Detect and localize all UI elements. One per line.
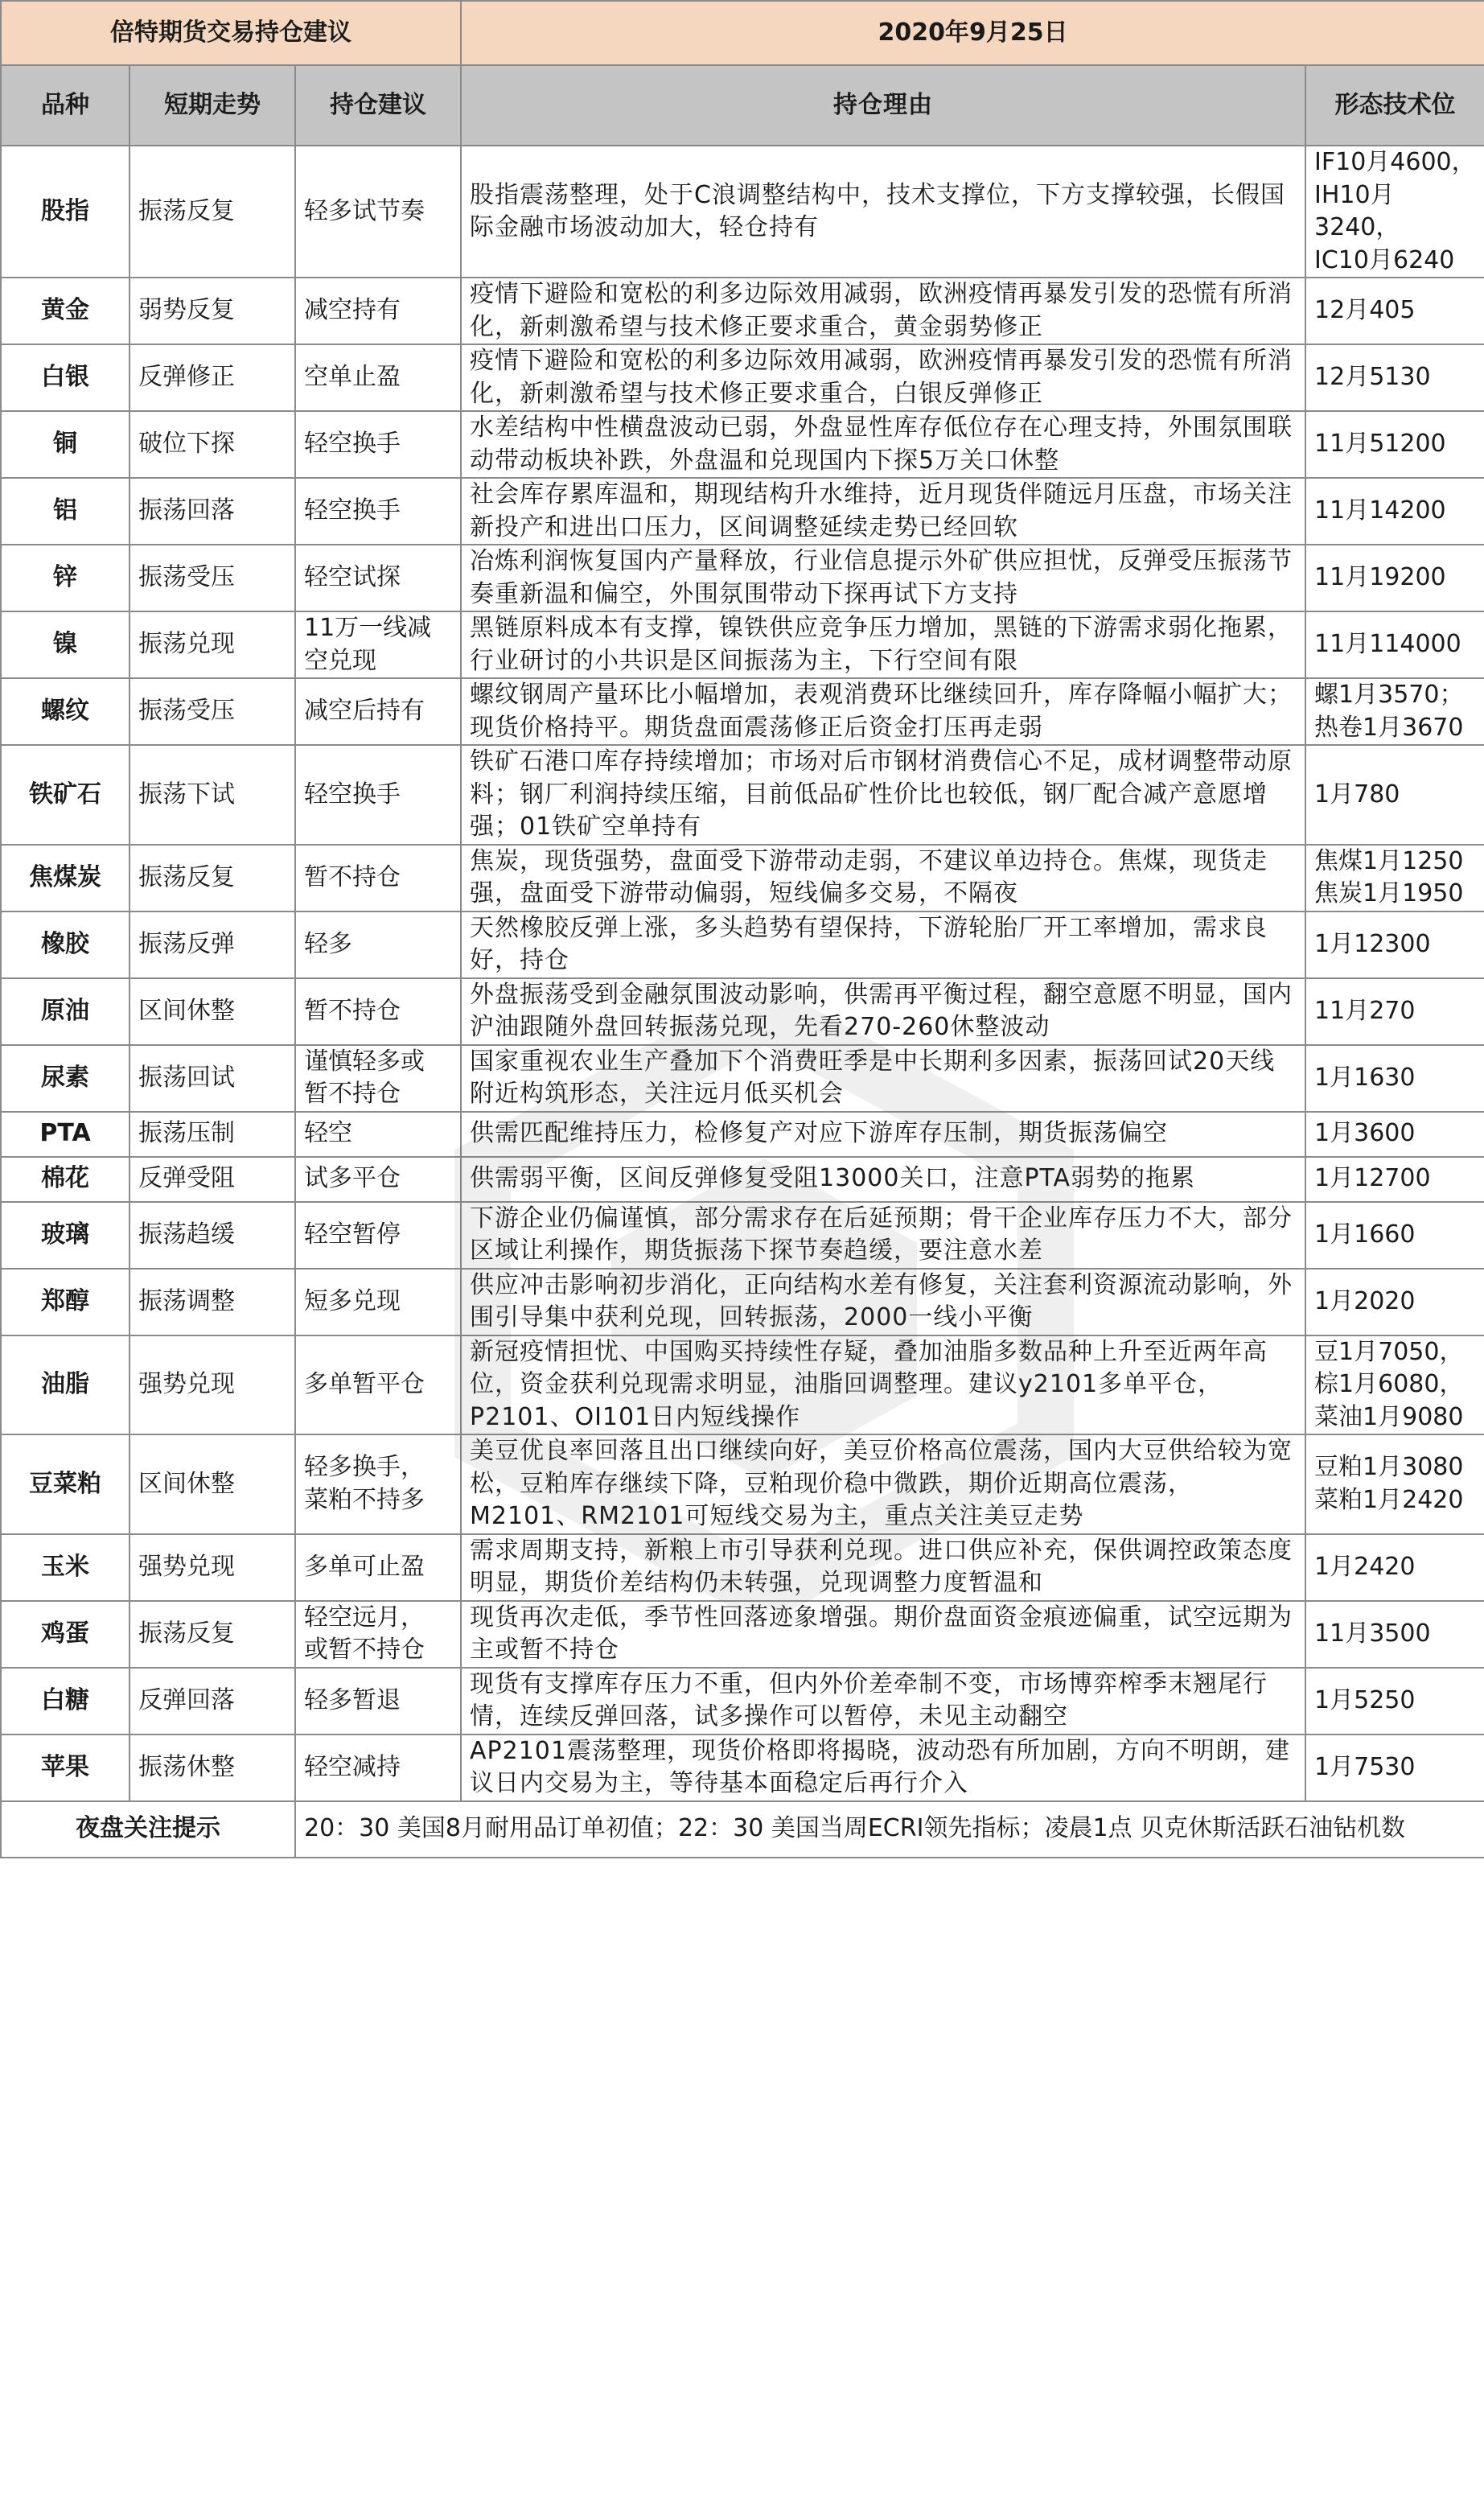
reason-cell: 冶炼利润恢复国内产量释放，行业信息提示外矿供应担忧，反弹受压振荡节奏重新温和偏空，外围氛围带动下探再试下方支持 — [461, 545, 1305, 611]
tech-cell: 1月780 — [1305, 745, 1484, 845]
tech-cell: 豆粕1月3080 菜粕1月2420 — [1305, 1434, 1484, 1534]
reason-cell: 铁矿石港口库存持续增加；市场对后市钢材消费信心不足，成材调整带动原料；钢厂利润持续压缩，目前低品矿性价比也较低，钢厂配合减产意愿增强；01铁矿空单持有 — [461, 745, 1305, 845]
product-cell: 焦煤炭 — [1, 845, 129, 912]
product-cell: 铝 — [1, 478, 129, 545]
table-row — [1, 1735, 1484, 1801]
advice-cell: 轻空暂停 — [295, 1202, 461, 1269]
trend-cell: 振荡压制 — [129, 1112, 295, 1157]
reason-cell: 供需弱平衡，区间反弹修复受阻13000关口，注意PTA弱势的拖累 — [461, 1157, 1305, 1202]
product-cell: 橡胶 — [1, 912, 129, 978]
trend-cell: 区间休整 — [129, 978, 295, 1045]
table-row — [1, 1157, 1484, 1202]
product-cell: 豆菜粕 — [1, 1434, 129, 1534]
product-cell: 油脂 — [1, 1335, 129, 1435]
tech-cell: 1月1630 — [1305, 1045, 1484, 1112]
table-row — [1, 912, 1484, 978]
reason-cell: 水差结构中性横盘波动已弱，外盘显性库存低位存在心理支持，外围氛围联动带动板块补跌，外盘温和兑现国内下探5万关口休整 — [461, 411, 1305, 478]
report-date: 2020年9月25日 — [461, 1, 1484, 65]
trend-cell: 弱势反复 — [129, 278, 295, 344]
table-row — [1, 978, 1484, 1045]
tech-cell: 1月2020 — [1305, 1269, 1484, 1335]
tech-cell: 11月114000 — [1305, 611, 1484, 678]
table-row — [1, 678, 1484, 745]
product-cell: 铜 — [1, 411, 129, 478]
product-cell: 螺纹 — [1, 678, 129, 745]
reason-cell: 国家重视农业生产叠加下个消费旺季是中长期利多因素，振荡回试20天线附近构筑形态，关注远月低买机会 — [461, 1045, 1305, 1112]
table-row — [1, 478, 1484, 545]
table-row — [1, 1045, 1484, 1112]
product-cell: 郑醇 — [1, 1269, 129, 1335]
reason-cell: 黑链原料成本有支撑，镍铁供应竞争压力增加，黑链的下游需求弱化拖累，行业研讨的小共识是区间振荡为主，下行空间有限 — [461, 611, 1305, 678]
reason-cell: 美豆优良率回落且出口继续向好，美豆价格高位震荡，国内大豆供给较为宽松，豆粕库存继续下降，豆粕现价稳中微跌，期价近期高位震荡，M2101、RM2101可短线交易为主，重点关注美豆走势 — [461, 1434, 1305, 1534]
trend-cell: 振荡下试 — [129, 745, 295, 845]
advice-cell: 轻多 — [295, 912, 461, 978]
header-reason: 持仓理由 — [461, 65, 1305, 146]
trend-cell: 强势兑现 — [129, 1335, 295, 1435]
table-row — [1, 411, 1484, 478]
product-cell: 股指 — [1, 146, 129, 278]
reason-cell: 疫情下避险和宽松的利多边际效用减弱，欧洲疫情再暴发引发的恐慌有所消化，新刺激希望与技术修正要求重合，黄金弱势修正 — [461, 278, 1305, 344]
reason-cell: AP2101震荡整理，现货价格即将揭晓，波动恐有所加剧，方向不明朗，建议日内交易为主，等待基本面稳定后再行介入 — [461, 1735, 1305, 1801]
table-row — [1, 1601, 1484, 1668]
footer-text: 20：30 美国8月耐用品订单初值；22：30 美国当周ECRI领先指标；凌晨1点 贝克休斯活跃石油钻机数 — [295, 1801, 1484, 1858]
advice-cell: 轻多暂退 — [295, 1668, 461, 1735]
product-cell: 苹果 — [1, 1735, 129, 1801]
tech-cell: 11月14200 — [1305, 478, 1484, 545]
trend-cell: 区间休整 — [129, 1434, 295, 1534]
trend-cell: 振荡反复 — [129, 1601, 295, 1668]
advice-cell: 轻空换手 — [295, 411, 461, 478]
reason-cell: 供应冲击影响初步消化，正向结构水差有修复，关注套利资源流动影响，外围引导集中获利兑现，回转振荡，2000一线小平衡 — [461, 1269, 1305, 1335]
advice-cell: 11万一线减 空兑现 — [295, 611, 461, 678]
product-cell: PTA — [1, 1112, 129, 1157]
trend-cell: 振荡休整 — [129, 1735, 295, 1801]
trend-cell: 振荡受压 — [129, 678, 295, 745]
advice-cell: 暂不持仓 — [295, 978, 461, 1045]
tech-cell: 1月2420 — [1305, 1534, 1484, 1601]
tech-cell: 11月270 — [1305, 978, 1484, 1045]
reason-cell: 外盘振荡受到金融氛围波动影响，供需再平衡过程，翻空意愿不明显，国内沪油跟随外盘回转振荡兑现，先看270-260休整波动 — [461, 978, 1305, 1045]
table-row — [1, 146, 1484, 278]
reason-cell: 股指震荡整理，处于C浪调整结构中，技术支撑位，下方支撑较强，长假国际金融市场波动加大，轻仓持有 — [461, 146, 1305, 278]
sheet-title: 倍特期货交易持仓建议 — [1, 1, 461, 65]
table-row — [1, 545, 1484, 611]
tech-cell: 12月405 — [1305, 278, 1484, 344]
advice-cell: 轻空 — [295, 1112, 461, 1157]
reason-cell: 天然橡胶反弹上涨，多头趋势有望保持，下游轮胎厂开工率增加，需求良好，持仓 — [461, 912, 1305, 978]
table-row — [1, 1434, 1484, 1534]
footer-row — [1, 1801, 1484, 1858]
advice-cell: 减空后持有 — [295, 678, 461, 745]
product-cell: 棉花 — [1, 1157, 129, 1202]
product-cell: 白糖 — [1, 1668, 129, 1735]
tech-cell: 12月5130 — [1305, 344, 1484, 411]
reason-cell: 螺纹钢周产量环比小幅增加，表观消费环比继续回升，库存降幅小幅扩大；现货价格持平。期货盘面震荡修正后资金打压再走弱 — [461, 678, 1305, 745]
trend-cell: 振荡回落 — [129, 478, 295, 545]
tech-cell: 11月51200 — [1305, 411, 1484, 478]
trend-cell: 振荡反复 — [129, 146, 295, 278]
header-advice: 持仓建议 — [295, 65, 461, 146]
trend-cell: 破位下探 — [129, 411, 295, 478]
advice-cell: 试多平仓 — [295, 1157, 461, 1202]
trend-cell: 振荡反弹 — [129, 912, 295, 978]
product-cell: 玻璃 — [1, 1202, 129, 1269]
product-cell: 原油 — [1, 978, 129, 1045]
header-row — [1, 65, 1484, 146]
table-row — [1, 845, 1484, 912]
advice-cell: 暂不持仓 — [295, 845, 461, 912]
reason-cell: 供需匹配维持压力，检修复产对应下游库存压制，期货振荡偏空 — [461, 1112, 1305, 1157]
advice-cell: 轻空换手 — [295, 478, 461, 545]
product-cell: 黄金 — [1, 278, 129, 344]
tech-cell: 螺1月3570； 热卷1月3670 — [1305, 678, 1484, 745]
table-row — [1, 1269, 1484, 1335]
trend-cell: 振荡趋缓 — [129, 1202, 295, 1269]
product-cell: 尿素 — [1, 1045, 129, 1112]
tech-cell: 豆1月7050， 棕1月6080， 菜油1月9080 — [1305, 1335, 1484, 1435]
reason-cell: 疫情下避险和宽松的利多边际效用减弱，欧洲疫情再暴发引发的恐慌有所消化，新刺激希望与技术修正要求重合，白银反弹修正 — [461, 344, 1305, 411]
trend-cell: 反弹回落 — [129, 1668, 295, 1735]
table-row — [1, 745, 1484, 845]
reason-cell: 现货再次走低，季节性回落迹象增强。期价盘面资金痕迹偏重，试空远期为主或暂不持仓 — [461, 1601, 1305, 1668]
product-cell: 玉米 — [1, 1534, 129, 1601]
advice-cell: 空单止盈 — [295, 344, 461, 411]
product-cell: 鸡蛋 — [1, 1601, 129, 1668]
tech-cell: 1月7530 — [1305, 1735, 1484, 1801]
advice-cell: 轻空试探 — [295, 545, 461, 611]
table-row — [1, 344, 1484, 411]
table-row — [1, 1202, 1484, 1269]
trend-cell: 振荡调整 — [129, 1269, 295, 1335]
header-product: 品种 — [1, 65, 129, 146]
product-cell: 镍 — [1, 611, 129, 678]
tech-cell: 1月3600 — [1305, 1112, 1484, 1157]
reason-cell: 新冠疫情担忧、中国购买持续性存疑，叠加油脂多数品种上升至近两年高位，资金获利兑现需求明显，油脂回调整理。建议y2101多单平仓，P2101、OI101日内短线操作 — [461, 1335, 1305, 1435]
advice-cell: 轻空减持 — [295, 1735, 461, 1801]
trend-cell: 振荡受压 — [129, 545, 295, 611]
trend-cell: 振荡回试 — [129, 1045, 295, 1112]
trend-cell: 振荡兑现 — [129, 611, 295, 678]
advice-cell: 轻多试节奏 — [295, 146, 461, 278]
advice-cell: 轻空换手 — [295, 745, 461, 845]
trend-cell: 反弹修正 — [129, 344, 295, 411]
advice-cell: 谨慎轻多或 暂不持仓 — [295, 1045, 461, 1112]
table-row — [1, 1668, 1484, 1735]
product-cell: 锌 — [1, 545, 129, 611]
tech-cell: 1月5250 — [1305, 1668, 1484, 1735]
footer-label: 夜盘关注提示 — [1, 1801, 295, 1858]
trend-cell: 反弹受阻 — [129, 1157, 295, 1202]
advice-cell: 短多兑现 — [295, 1269, 461, 1335]
trend-cell: 强势兑现 — [129, 1534, 295, 1601]
reason-cell: 焦炭，现货强势，盘面受下游带动走弱，不建议单边持仓。焦煤，现货走强，盘面受下游带动偏弱，短线偏多交易，不隔夜 — [461, 845, 1305, 912]
reason-cell: 现货有支撑库存压力不重，但内外价差牵制不变，市场博弈榨季末翘尾行情，连续反弹回落，试多操作可以暂停，未见主动翻空 — [461, 1668, 1305, 1735]
advice-cell: 减空持有 — [295, 278, 461, 344]
tech-cell: 11月3500 — [1305, 1601, 1484, 1668]
trend-cell: 振荡反复 — [129, 845, 295, 912]
reason-cell: 下游企业仍偏谨慎，部分需求存在后延预期；骨干企业库存压力不大，部分区域让利操作，期货振荡下探节奏趋缓，要注意水差 — [461, 1202, 1305, 1269]
reason-cell: 需求周期支持，新粮上市引导获利兑现。进口供应补充，保供调控政策态度明显，期货价差结构仍未转强，兑现调整力度暂温和 — [461, 1534, 1305, 1601]
table-row — [1, 1112, 1484, 1157]
advice-cell: 多单可止盈 — [295, 1534, 461, 1601]
product-cell: 白银 — [1, 344, 129, 411]
tech-cell: 1月1660 — [1305, 1202, 1484, 1269]
advice-cell: 多单暂平仓 — [295, 1335, 461, 1435]
header-tech: 形态技术位 — [1305, 65, 1484, 146]
table-row — [1, 1534, 1484, 1601]
reason-cell: 社会库存累库温和，期现结构升水维持，近月现货伴随远月压盘，市场关注新投产和进出口压力，区间调整延续走势已经回软 — [461, 478, 1305, 545]
tech-cell: 11月19200 — [1305, 545, 1484, 611]
table-row — [1, 1335, 1484, 1435]
table-row — [1, 611, 1484, 678]
advice-cell: 轻多换手， 菜粕不持多 — [295, 1434, 461, 1534]
header-trend: 短期走势 — [129, 65, 295, 146]
tech-cell: 1月12700 — [1305, 1157, 1484, 1202]
tech-cell: 焦煤1月1250 焦炭1月1950 — [1305, 845, 1484, 912]
table-row — [1, 278, 1484, 344]
advice-cell: 轻空远月， 或暂不持仓 — [295, 1601, 461, 1668]
product-cell: 铁矿石 — [1, 745, 129, 845]
tech-cell: IF10月4600， IH10月3240， IC10月6240 — [1305, 146, 1484, 278]
tech-cell: 1月12300 — [1305, 912, 1484, 978]
title-row — [1, 1, 1484, 65]
